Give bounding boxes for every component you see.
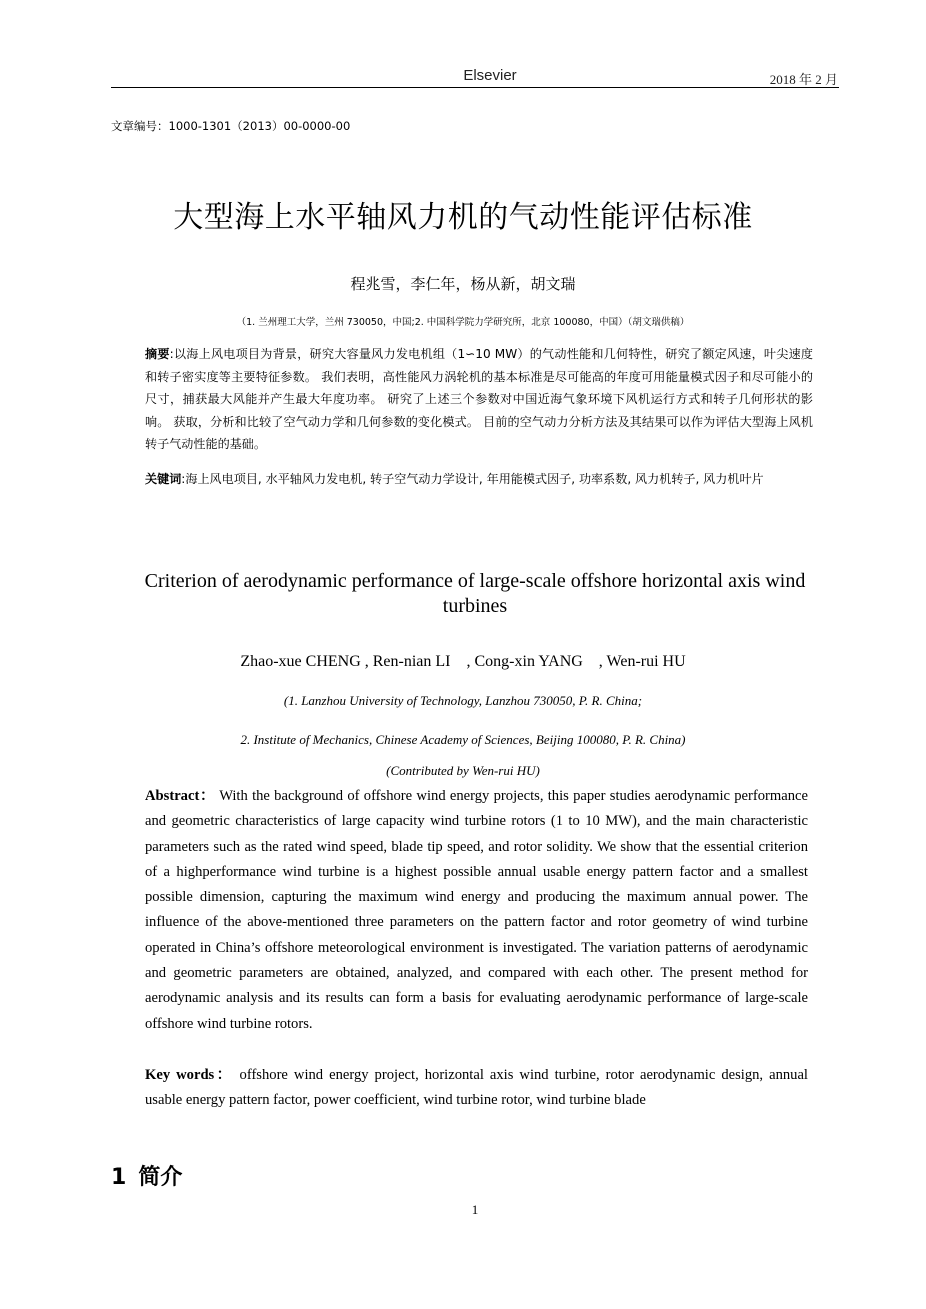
page-number: 1 — [471, 1202, 479, 1217]
keywords-english-text: offshore wind energy project, horizontal axis wind turbine, rotor aerodynamic design, annual usable energy pattern factor, power coefficient, wind turbine rotor, wind turbine blade — [145, 1067, 808, 1109]
title-chinese: 大型海上水平轴风力机的气动性能评估标准 — [173, 200, 753, 235]
authors-english: Zhao-xue CHENG , Ren-nian LI , Cong-xin YANG , Wen-rui HU — [240, 653, 686, 670]
section-title: 简介 — [138, 1165, 183, 1190]
affiliation-english-2: 2. Institute of Mechanics, Chinese Academy of Sciences, Beijing 100080, P. R. China) — [240, 732, 686, 747]
publication-date: 2018 年 2 月 — [769, 72, 838, 87]
section-number: 1 — [111, 1165, 127, 1190]
abstract-chinese-label: 摘要 — [145, 347, 170, 361]
keywords-chinese-text: :海上风电项目, 水平轴风力发电机, 转子空气动力学设计, 年用能模式因子, 功率系数, 风力机转子, 风力机叶片 — [181, 472, 764, 486]
contributed-by: (Contributed by Wen-rui HU) — [386, 763, 540, 778]
keywords-chinese — [145, 468, 813, 491]
keywords-english — [145, 1063, 808, 1114]
section-heading-introduction — [111, 1160, 182, 1191]
keywords-chinese-label: 关键词 — [145, 472, 182, 486]
affiliation-english-1: (1. Lanzhou University of Technology, Lanzhou 730050, P. R. China; — [283, 693, 643, 708]
title-english: Criterion of aerodynamic performance of large-scale offshore horizontal axis wind turbines — [144, 570, 806, 617]
abstract-english-text: With the background of offshore wind energy projects, this paper studies aerodynamic performance and geometric characteristics of large capacity wind turbine rotors (1 to 10 MW), and the main characteristic parameters such as the rated wind speed, blade tip speed, and rotor solidity. We show that the essential criterion of a highperformance wind turbine is a highest possible annual usable energy pattern factor and a smallest possible dimension, capturing the maximum wind energy and producing the maximum annual power. The influence of the above-mentioned three parameters on the pattern factor and rotor geometry of wind turbine operated in China’s offshore meteorological environment is investigated. The variation patterns of aerodynamic and geometric parameters are obtained, analyzed, and compared with each other. The present method for aerodynamic analysis and its results can form a basis for evaluating aerodynamic performance of large-scale offshore wind turbine rotors. — [145, 788, 808, 1032]
affiliation-chinese: （1. 兰州理工大学，兰州 730050，中国;2. 中国科学院力学研究所，北京 100080，中国）（胡文瑞供稿） — [236, 317, 690, 328]
abstract-chinese-text: :以海上风电项目为背景，研究大容量风力发电机组（1∽10 MW）的气动性能和几何特性，研究了额定风速，叶尖速度和转子密实度等主要特征参数。 我们表明，高性能风力涡轮机的基本标准是尽可能高的年度可用能量模式因子和尽可能小的尺寸，捕获最大风能并产生最大年度功率。 研究了上述三个参数对中国近海气象环境下风机运行方式和转子几何形状的影响。 获取，分析和比较了空气动力学和几何参数的变化模式。 目前的空气动力分析方法及其结果可以作为评估大型海上风机转子气动性能的基础。 — [145, 347, 813, 451]
abstract-english-label: Abstract： — [145, 788, 216, 804]
journal-name: Elsevier — [463, 67, 517, 84]
authors-chinese: 程兆雪，李仁年，杨从新，胡文瑞 — [350, 275, 576, 293]
article-id: 文章编号：1000-1301（2013）00-0000-00 — [111, 119, 351, 133]
keywords-english-label: Key words： — [145, 1067, 234, 1083]
header-rule — [111, 87, 839, 88]
abstract-english — [145, 784, 808, 1037]
abstract-chinese — [145, 343, 813, 456]
